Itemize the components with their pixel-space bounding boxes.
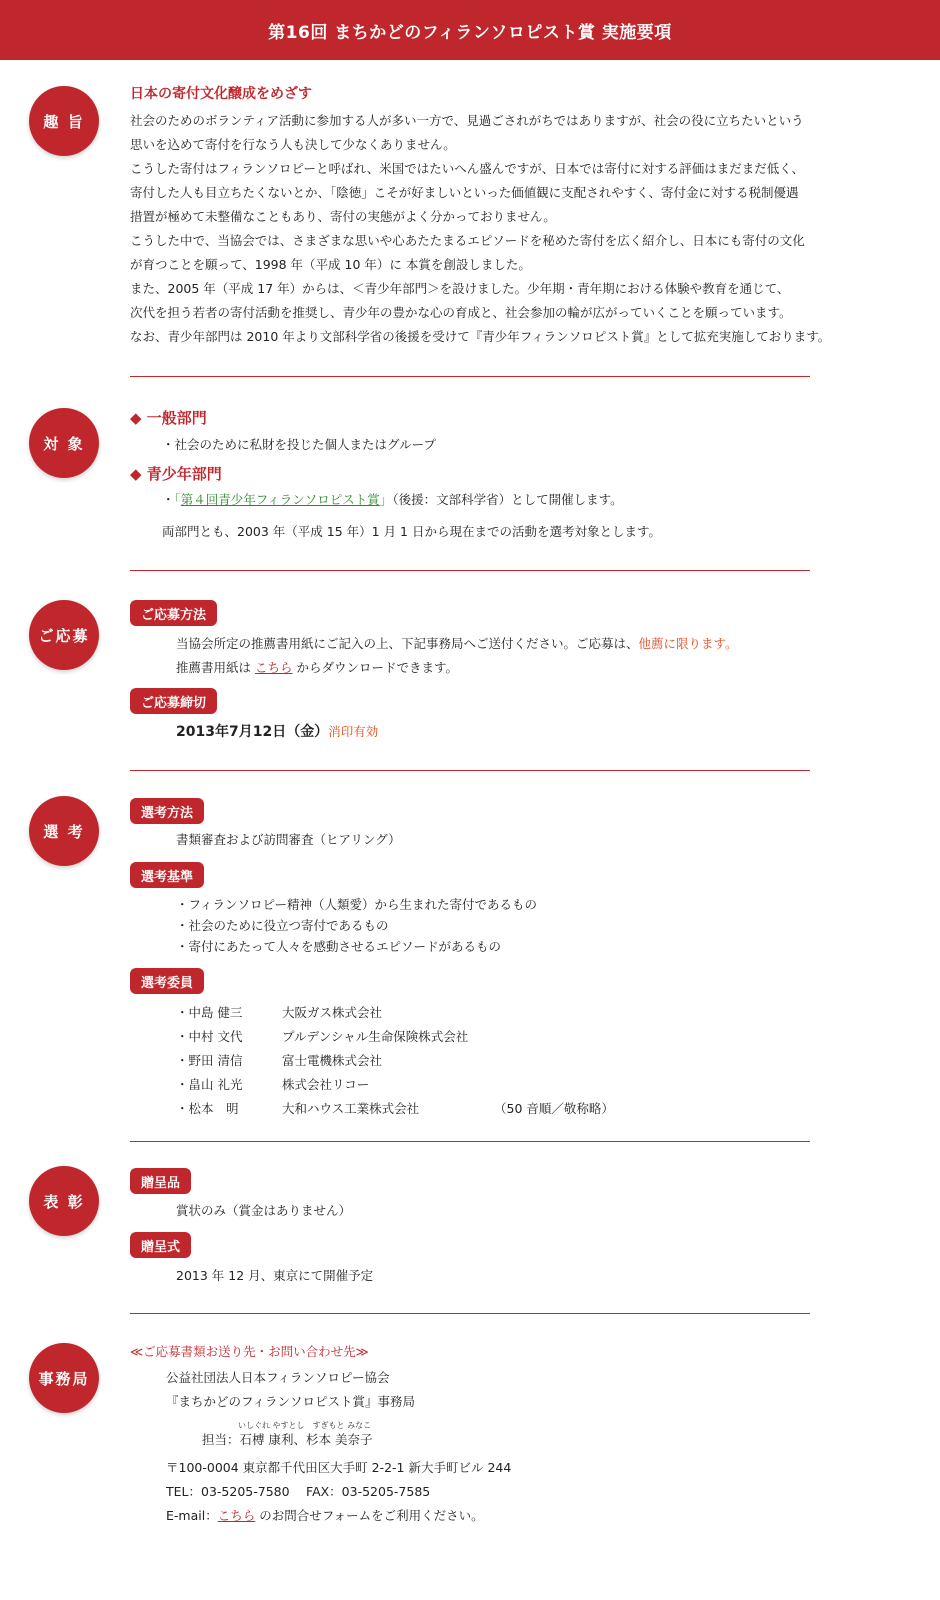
selection-method-tag: 選考方法 [130,798,204,824]
committee-member-org: プルデンシャル生命保険株式会社 [282,1029,469,1044]
contact-form-link[interactable]: こちら [217,1508,256,1523]
section-badge-selection: 選 考 [29,796,99,866]
target-period-note: 両部門とも、2003 年（平成 15 年）1 月 1 日から現在までの活動を選考対象とします。 [162,524,661,539]
diamond-icon: ◆ [130,465,142,483]
committee-member-name: ・野田 清信 [176,1053,243,1068]
download-form-link[interactable]: こちら [254,660,293,675]
apply-method-tag: ご応募方法 [130,600,217,626]
diamond-icon: ◆ [130,409,142,427]
apply-deadline-tag: ご応募締切 [130,688,217,714]
purpose-line: なお、青少年部門は 2010 年より文部科学省の後援を受けて『青少年フィランソロピスト賞』として拡充実施しております。 [130,329,831,344]
general-category-item: ・社会のために私財を投じた個人またはグループ [162,437,437,452]
purpose-line: こうした寄付はフィランソロピーと呼ばれ、米国ではたいへん盛んですが、日本では寄付に対する評価はまだまだ低く、 [130,161,805,176]
page-header [0,0,940,60]
referral-only-note: 他薦に限ります。 [638,636,738,651]
criteria-item: ・社会のために役立つ寄付であるもの [176,918,389,933]
apply-deadline: 2013年7月12日（金）消印有効 [176,724,379,740]
selection-criteria-tag: 選考基準 [130,862,204,888]
postmark-note: 消印有効 [328,724,379,739]
committee-member-name: ・中島 健三 [176,1005,243,1020]
office-address: 〒100-0004 東京都千代田区大手町 2-2-1 新大手町ビル 244 [166,1460,512,1475]
selection-method-text: 書類審査および訪問審査（ヒアリング） [176,832,401,847]
section-badge-award: 表 彰 [29,1166,99,1236]
office-name: 『まちかどのフィランソロピスト賞』事務局 [166,1394,416,1409]
criteria-item: ・フィランソロピー精神（人類愛）から生まれた寄付であるもの [176,897,538,912]
youth-category-title: ◆ 青少年部門 [130,465,222,483]
committee-member-org: 大和ハウス工業株式会社 [282,1101,420,1116]
committee-member-name: ・畠山 礼光 [176,1077,243,1092]
purpose-heading: 日本の寄付文化醸成をめざす [130,86,312,102]
purpose-line: 措置が極めて未整備なこともあり、寄付の実態がよく分かっておりません。 [130,209,556,224]
section-divider [130,376,810,377]
committee-member-org: 富士電機株式会社 [282,1053,383,1068]
purpose-line: こうした中で、当協会では、さまざまな思いや心あたたまるエピソードを秘めた寄付を広く紹介し、日本にも寄付の文化 [130,233,805,248]
office-email: E-mail：こちら のお問合せフォームをご利用ください。 [166,1508,484,1523]
purpose-line: 思いを込めて寄付を行なう人も決して少なくありません。 [130,137,456,152]
purpose-line: 次代を担う若者の寄付活動を推奨し、青少年の豊かな心の育成と、社会参加の輪が広がっていくことを願っています。 [130,305,792,320]
office-heading: ≪ご応募書類お送り先・お問い合わせ先≫ [130,1344,369,1359]
committee-order-note: （50 音順／敬称略） [494,1101,614,1116]
committee-member-name: ・中村 文代 [176,1029,243,1044]
award-prize-text: 賞状のみ（賞金はありません） [176,1203,352,1218]
purpose-line: が育つことを願って、1998 年（平成 10 年）に 本賞を創設しました。 [130,257,531,272]
section-badge-apply: ご応募 [29,600,99,670]
contact-ruby: いしぐれ やすとし すぎもと みなこ [238,1421,372,1430]
committee-member-name: ・松本 明 [176,1101,239,1116]
page-title: 第16回 まちかどのフィランソロピスト賞 実施要項 [268,22,672,43]
section-divider [130,570,810,571]
section-divider [130,770,810,771]
apply-download-text: 推薦書用紙は こちら からダウンロードできます。 [176,660,458,675]
section-divider [130,1141,810,1142]
office-contact-person: 担当：石榑 康利、杉本 美奈子 [202,1432,373,1447]
general-category-title: ◆ 一般部門 [130,409,207,427]
office-organization: 公益社団法人日本フィランソロピー協会 [166,1370,390,1385]
section-badge-office: 事務局 [29,1343,99,1413]
section-divider [130,1313,810,1314]
purpose-line: 社会のためのボランティア活動に参加する人が多い一方で、見過ごされがちではありますが、社会の役に立ちたいという [130,113,804,128]
award-prize-tag: 贈呈品 [130,1168,191,1194]
office-phone-fax: TEL：03-5205-7580 FAX：03-5205-7585 [166,1484,431,1499]
apply-method-text: 当協会所定の推薦書用紙にご記入の上、下記事務局へご送付ください。ご応募は、他薦に限ります。 [176,636,738,651]
section-badge-purpose: 趣 旨 [29,86,99,156]
award-ceremony-text: 2013 年 12 月、東京にて開催予定 [176,1268,374,1283]
youth-category-item: ・「第４回青少年フィランソロピスト賞」（後援：文部科学省）として開催します。 [162,492,623,507]
youth-award-link[interactable]: 第４回青少年フィランソロピスト賞 [180,492,380,507]
selection-committee-tag: 選考委員 [130,968,204,994]
award-ceremony-tag: 贈呈式 [130,1232,191,1258]
purpose-line: 寄付した人も目立ちたくないとか、「陰徳」こそが好ましいといった価値観に支配されやすく、寄付金に対する税制優遇 [130,185,799,200]
section-badge-target: 対 象 [29,408,99,478]
criteria-item: ・寄付にあたって人々を感動させるエピソードがあるもの [176,939,502,954]
purpose-line: また、2005 年（平成 17 年）からは、＜青少年部門＞を設けました。少年期・青年期における体験や教育を通じて、 [130,281,790,296]
committee-member-org: 株式会社リコー [282,1077,370,1092]
committee-member-org: 大阪ガス株式会社 [282,1005,383,1020]
